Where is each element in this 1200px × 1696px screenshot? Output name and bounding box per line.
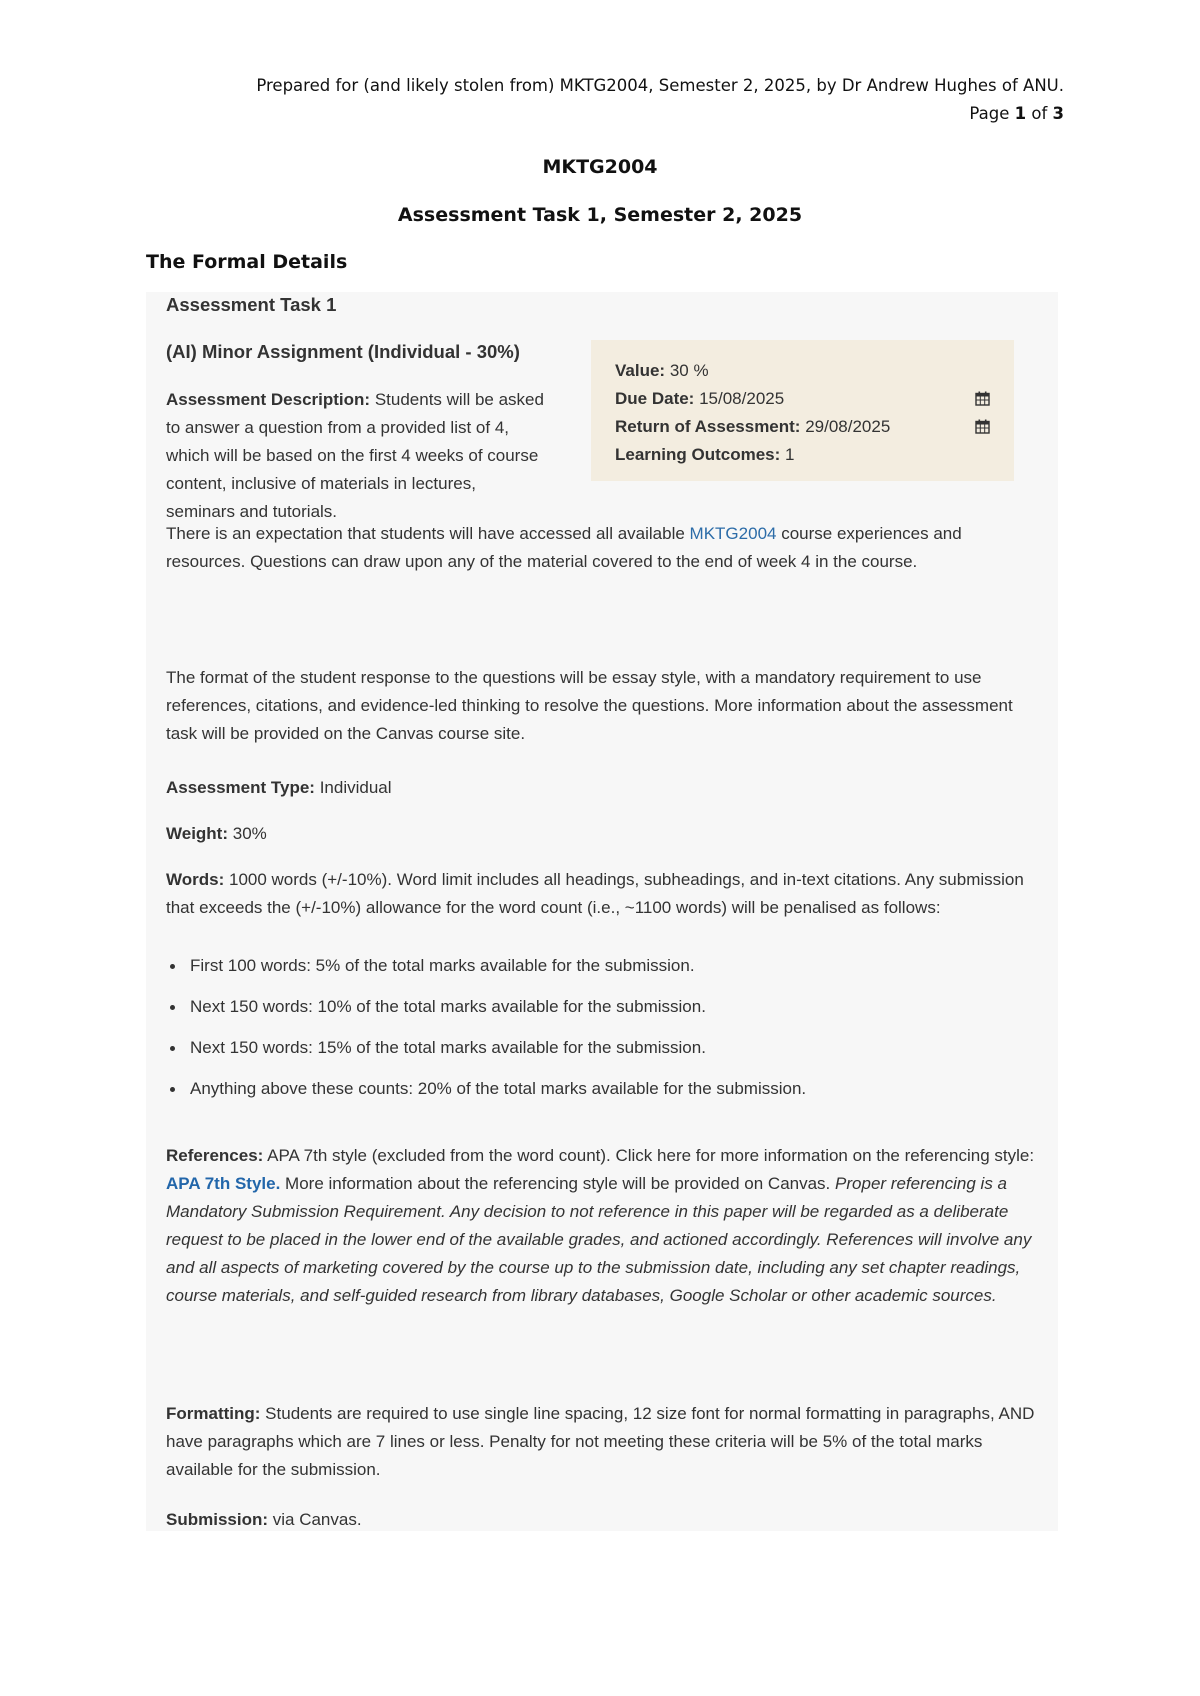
outcomes-row [615,441,990,469]
weight-label: Weight: [166,824,229,843]
document-subtitle: Assessment Task 1, Semester 2, 2025 [397,204,803,226]
submission-label: Submission: [166,1510,269,1529]
return-row [615,413,990,441]
submission [166,1506,362,1534]
apa-style-link[interactable]: APA 7th Style. [166,1174,281,1193]
page-prefix: Page [969,104,1010,123]
references-label: References: [166,1146,264,1165]
description-cont-after: course experiences and resources. Questions can draw upon any of the material covered to the end of week 4 in the course. [166,524,962,571]
assessment-type [166,774,392,802]
page-of: of [1031,104,1048,123]
prepared-for-line: Prepared for (and likely stolen from) MKTG2004, Semester 2, 2025, by Dr Andrew Hughes of ANU. [256,76,1064,95]
page-current: 1 [1014,104,1027,123]
references-requirement: Proper referencing is a Mandatory Submission Requirement. Any decision to not reference in this paper will be regarded as a deliberate request to be placed in the lower end of the available grades, and actioned accordingly. References will involve any and all aspects of marketing covered by the course up to the submission date, including any set chapter readings, course materials, and self-guided research from library databases, Google Scholar or other academic sources. [166,1174,1032,1305]
outcomes-label: Learning Outcomes: [615,445,781,464]
list-item [166,952,1036,993]
value-text: 30 % [669,361,709,380]
words-paragraph [166,866,1036,922]
description-cont-before: There is an expectation that students will have accessed all available [166,524,685,543]
penalty-list [166,952,1036,1116]
value-label: Value: [615,361,666,380]
bullet-icon [170,964,175,969]
due-date-text: 15/08/2025 [699,389,785,408]
details-box [591,340,1014,481]
calendar-icon[interactable] [975,419,990,434]
page-number [969,104,1064,123]
penalty-text: Anything above these counts: 20% of the total marks available for the submission. [190,1079,807,1098]
bullet-icon [170,1005,175,1010]
formatting-paragraph [166,1400,1038,1484]
course-link[interactable]: MKTG2004 [689,524,777,543]
format-paragraph: The format of the student response to the questions will be essay style, with a mandatory requirement to use references, citations, and evidence-led thinking to resolve the questions. More information about the assessment task will be provided on the Canvas course site. [166,668,1013,743]
weight-value: 30% [232,824,267,843]
page-total: 3 [1052,104,1064,123]
description-label: Assessment Description: [166,390,371,409]
calendar-icon[interactable] [975,391,990,406]
task-subheading: (AI) Minor Assignment (Individual - 30%) [166,341,520,362]
outcomes-text: 1 [785,445,795,464]
list-item [166,993,1036,1034]
assessment-panel [146,292,1058,1531]
references-text: APA 7th style (excluded from the word count). Click here for more information on the referencing style: [267,1146,1035,1165]
description-continued [166,520,1016,576]
penalty-text: Next 150 words: 10% of the total marks available for the submission. [190,997,706,1016]
words-label: Words: [166,870,225,889]
submission-value: via Canvas. [272,1510,362,1529]
assessment-type-label: Assessment Type: [166,778,315,797]
return-label: Return of Assessment: [615,417,801,436]
references-paragraph [166,1142,1038,1310]
penalty-text: First 100 words: 5% of the total marks available for the submission. [190,956,695,975]
assessment-description [166,386,546,526]
return-text: 29/08/2025 [805,417,891,436]
list-item [166,1034,1036,1075]
bullet-icon [170,1046,175,1051]
task-heading: Assessment Task 1 [166,294,337,315]
description-text: Students will be asked to answer a question from a provided list of 4, which will be based on the first 4 weeks of course content, inclusive of materials in lectures, seminars and tutorials. [166,390,544,521]
document-title: MKTG2004 [542,156,658,178]
references-after-link: More information about the referencing style will be provided on Canvas. [285,1174,831,1193]
penalty-text: Next 150 words: 15% of the total marks available for the submission. [190,1038,706,1057]
formatting-text: Students are required to use single line spacing, 12 size font for normal formatting in paragraphs, AND have paragraphs which are 7 lines or less. Penalty for not meeting these criteria will be 5% of the total marks available for the submission. [166,1404,1035,1479]
due-date-label: Due Date: [615,389,695,408]
due-date-row [615,385,990,413]
section-heading: The Formal Details [146,251,348,273]
weight [166,820,267,848]
words-text: 1000 words (+/-10%). Word limit includes all headings, subheadings, and in-text citations. Any submission that exceeds the (+/-10%) allowance for the word count (i.e., ~1100 words) will be penalised as follows: [166,870,1024,917]
list-item [166,1075,1036,1116]
formatting-label: Formatting: [166,1404,261,1423]
bullet-icon [170,1087,175,1092]
value-row [615,357,990,385]
assessment-type-value: Individual [319,778,392,797]
